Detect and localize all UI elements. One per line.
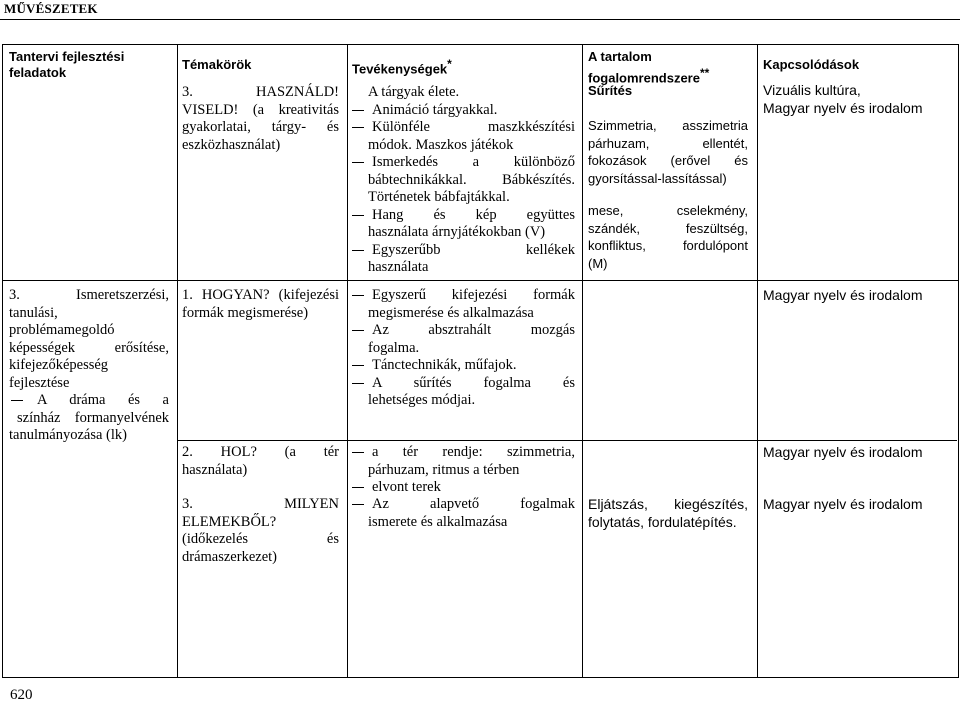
dash-bullet (352, 250, 364, 251)
concept-title-surites: Sűrítés (588, 83, 633, 98)
col-divider (582, 44, 583, 677)
topic-milyen: 3. MILYEN ELEMEKBŐL? (időkezelés és drámaszerkezet) (182, 496, 339, 565)
dash-bullet (352, 127, 364, 128)
topic-hol: 2. HOL? (a tér használata) (182, 444, 339, 478)
topic-hasznald: 3. HASZNÁLD! VISELD! (a kreativitás gyakorlatai, tárgy- és eszközhasználat) (182, 84, 339, 153)
footnote-mark: * (447, 57, 452, 71)
dash-bullet (352, 110, 364, 111)
dash-bullet (352, 162, 364, 163)
col-divider (177, 44, 178, 677)
dash-bullet (352, 215, 364, 216)
footnote-mark: ** (699, 66, 710, 80)
dash-bullet (352, 452, 364, 453)
header-col-links: Kapcsolódások (763, 57, 860, 72)
links-row4: Magyar nyelv és irodalom (763, 496, 923, 512)
col-divider (757, 44, 758, 677)
activities-milyen: Az alapvető fogalmak ismerete és alkalmazása (350, 496, 575, 531)
dash-bullet (11, 400, 23, 401)
header-rule (0, 19, 960, 20)
header-col-activities: Tevékenységek* (352, 57, 452, 77)
concepts-2: mese, cselekmény, szándék, feszültség, konfliktus, fordulópont (M) (588, 203, 748, 271)
dash-bullet (352, 487, 364, 488)
page-number: 620 (10, 687, 33, 703)
activities-hol: a tér rendje: szimmetria, párhuzam, ritmus a térben elvont terek (350, 444, 575, 497)
links-row2: Magyar nyelv és irodalom (763, 287, 923, 303)
activities-hogyan: Egyszerű kifejezési formák megismerése és alkalmazása Az absztrahált mozgás fogalma. Tánctechnikák, műfajok. A sűrítés fogalma és lehetséges módjai. (350, 287, 575, 410)
task-description: 3. Ismeretszerzési, tanulási, problémamegoldó képességek erősítése, kifejezőképesség fejlesztése A dráma és a színház formanyelvének tanulmányozása (lk) (9, 287, 169, 443)
header-col-concepts: A tartalom fogalomrendszere** (588, 49, 710, 86)
dash-bullet (352, 365, 364, 366)
activities-hasznald: A tárgyak élete. Animáció tárgyakkal. Különféle maszkkészítési módok. Maszkos játékok Ismerkedés a különböző bábtechnikákkal. Bábkészítés. Történetek bábfajtákkal. Hang és kép együttes használata árnyjátékokban (V) Egyszerűbb kellékek használata (350, 84, 575, 277)
topic-hogyan: 1. HOGYAN? (kifejezési formák megismerése) (182, 287, 339, 321)
dash-bullet (352, 330, 364, 331)
links-row1: Vizuális kultúra, Magyar nyelv és irodalom (763, 82, 923, 116)
concepts-row4: Eljátszás, kiegészítés, folytatás, fordulatépítés. (588, 496, 748, 530)
row-divider (2, 280, 959, 281)
header-col-tasks: Tantervi fejlesztési feladatok (9, 49, 125, 80)
col-divider (347, 44, 348, 677)
dash-bullet (352, 504, 364, 505)
concepts-1: Szimmetria, asszimetria párhuzam, ellentét, fokozások (erővel és gyorsítással-lassítással) (588, 118, 748, 186)
header-col-topics: Témakörök (182, 57, 252, 72)
row-divider (177, 440, 957, 441)
page-header: MŰVÉSZETEK (4, 1, 98, 16)
dash-bullet (352, 383, 364, 384)
dash-bullet (352, 295, 364, 296)
links-row3: Magyar nyelv és irodalom (763, 444, 923, 460)
